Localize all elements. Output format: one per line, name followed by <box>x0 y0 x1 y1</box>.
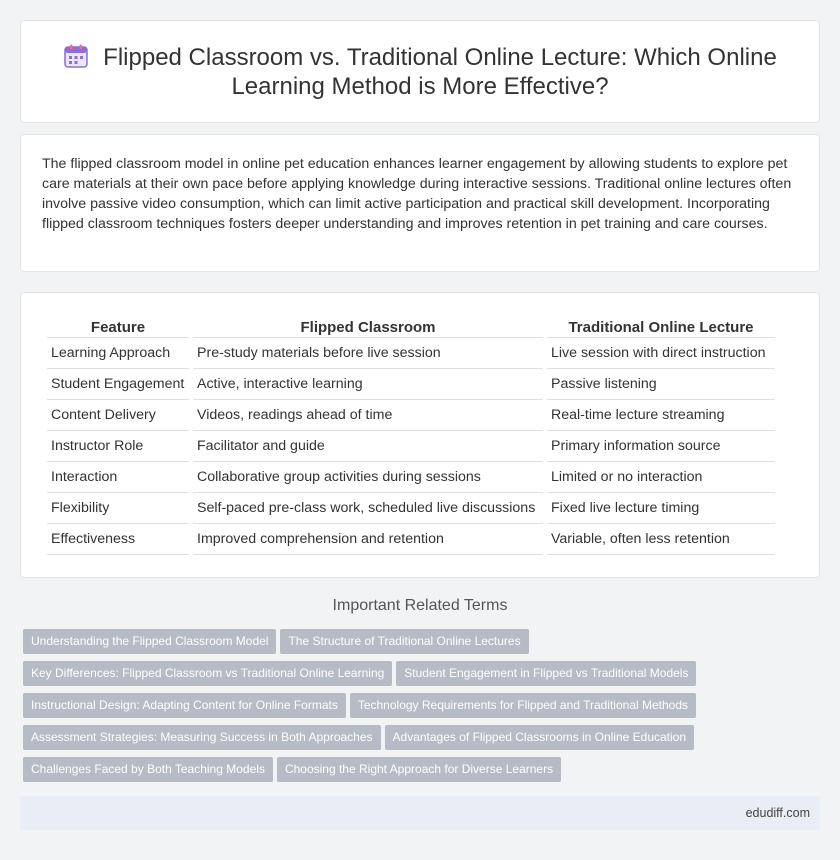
cell-flipped: Pre-study materials before live session <box>193 338 543 369</box>
cell-flipped: Collaborative group activities during sessions <box>193 462 543 493</box>
related-term-tag[interactable]: Challenges Faced by Both Teaching Models <box>23 757 273 782</box>
cell-feature: Flexibility <box>47 493 189 524</box>
table-row <box>47 338 775 369</box>
footer <box>20 796 820 830</box>
table-row <box>47 369 775 400</box>
page-title: Flipped Classroom vs. Traditional Online Lecture: Which Online Learning Method is More Effective? <box>103 44 777 100</box>
related-terms-tags <box>23 629 823 789</box>
table-row <box>47 462 775 493</box>
footer-site[interactable]: edudiff.com <box>745 806 810 820</box>
table-row <box>47 400 775 431</box>
cell-traditional: Fixed live lecture timing <box>547 493 775 524</box>
cell-flipped: Self-paced pre-class work, scheduled live discussions <box>193 493 543 524</box>
related-term-tag[interactable]: Technology Requirements for Flipped and Traditional Methods <box>350 693 696 718</box>
related-term-tag[interactable]: The Structure of Traditional Online Lectures <box>280 629 528 654</box>
header-card <box>20 20 820 123</box>
comparison-table <box>43 314 779 555</box>
cell-traditional: Primary information source <box>547 431 775 462</box>
related-term-tag[interactable]: Key Differences: Flipped Classroom vs Traditional Online Learning <box>23 661 392 686</box>
cell-traditional: Passive listening <box>547 369 775 400</box>
cell-flipped: Videos, readings ahead of time <box>193 400 543 431</box>
cell-flipped: Improved comprehension and retention <box>193 524 543 555</box>
related-term-tag[interactable]: Student Engagement in Flipped vs Traditional Models <box>396 661 696 686</box>
table-header-row <box>47 314 775 338</box>
table-row <box>47 524 775 555</box>
header-traditional: Traditional Online Lecture <box>547 314 775 338</box>
cell-traditional: Real-time lecture streaming <box>547 400 775 431</box>
related-terms-heading: Important Related Terms <box>332 597 508 614</box>
cell-traditional: Variable, often less retention <box>547 524 775 555</box>
related-term-tag[interactable]: Understanding the Flipped Classroom Model <box>23 629 276 654</box>
cell-feature: Effectiveness <box>47 524 189 555</box>
cell-feature: Instructor Role <box>47 431 189 462</box>
cell-flipped: Active, interactive learning <box>193 369 543 400</box>
comparison-card <box>20 292 820 578</box>
cell-traditional: Limited or no interaction <box>547 462 775 493</box>
tag-row <box>23 661 823 693</box>
cell-feature: Content Delivery <box>47 400 189 431</box>
related-term-tag[interactable]: Choosing the Right Approach for Diverse Learners <box>277 757 561 782</box>
header-feature: Feature <box>47 314 189 338</box>
tag-row <box>23 629 823 661</box>
calendar-icon <box>63 43 89 69</box>
intro-paragraph: The flipped classroom model in online pet education enhances learner engagement by allowing students to explore pet care materials at their own pace before applying knowledge during interactive sessions. Traditional online lectures often involve passive video consumption, which can limit active participation and practical skill development. Incorporating flipped classroom techniques fosters deeper understanding and improves retention in pet training and care courses. <box>42 156 792 232</box>
related-term-tag[interactable]: Instructional Design: Adapting Content for Online Formats <box>23 693 346 718</box>
cell-feature: Learning Approach <box>47 338 189 369</box>
header-flipped: Flipped Classroom <box>193 314 543 338</box>
table-row <box>47 431 775 462</box>
tag-row <box>23 757 823 789</box>
tag-row <box>23 693 823 725</box>
related-term-tag[interactable]: Advantages of Flipped Classrooms in Online Education <box>385 725 695 750</box>
cell-flipped: Facilitator and guide <box>193 431 543 462</box>
cell-feature: Interaction <box>47 462 189 493</box>
related-term-tag[interactable]: Assessment Strategies: Measuring Success in Both Approaches <box>23 725 381 750</box>
tag-row <box>23 725 823 757</box>
page-title-wrap <box>21 43 819 101</box>
intro-card <box>20 134 820 272</box>
cell-feature: Student Engagement <box>47 369 189 400</box>
cell-traditional: Live session with direct instruction <box>547 338 775 369</box>
table-row <box>47 493 775 524</box>
